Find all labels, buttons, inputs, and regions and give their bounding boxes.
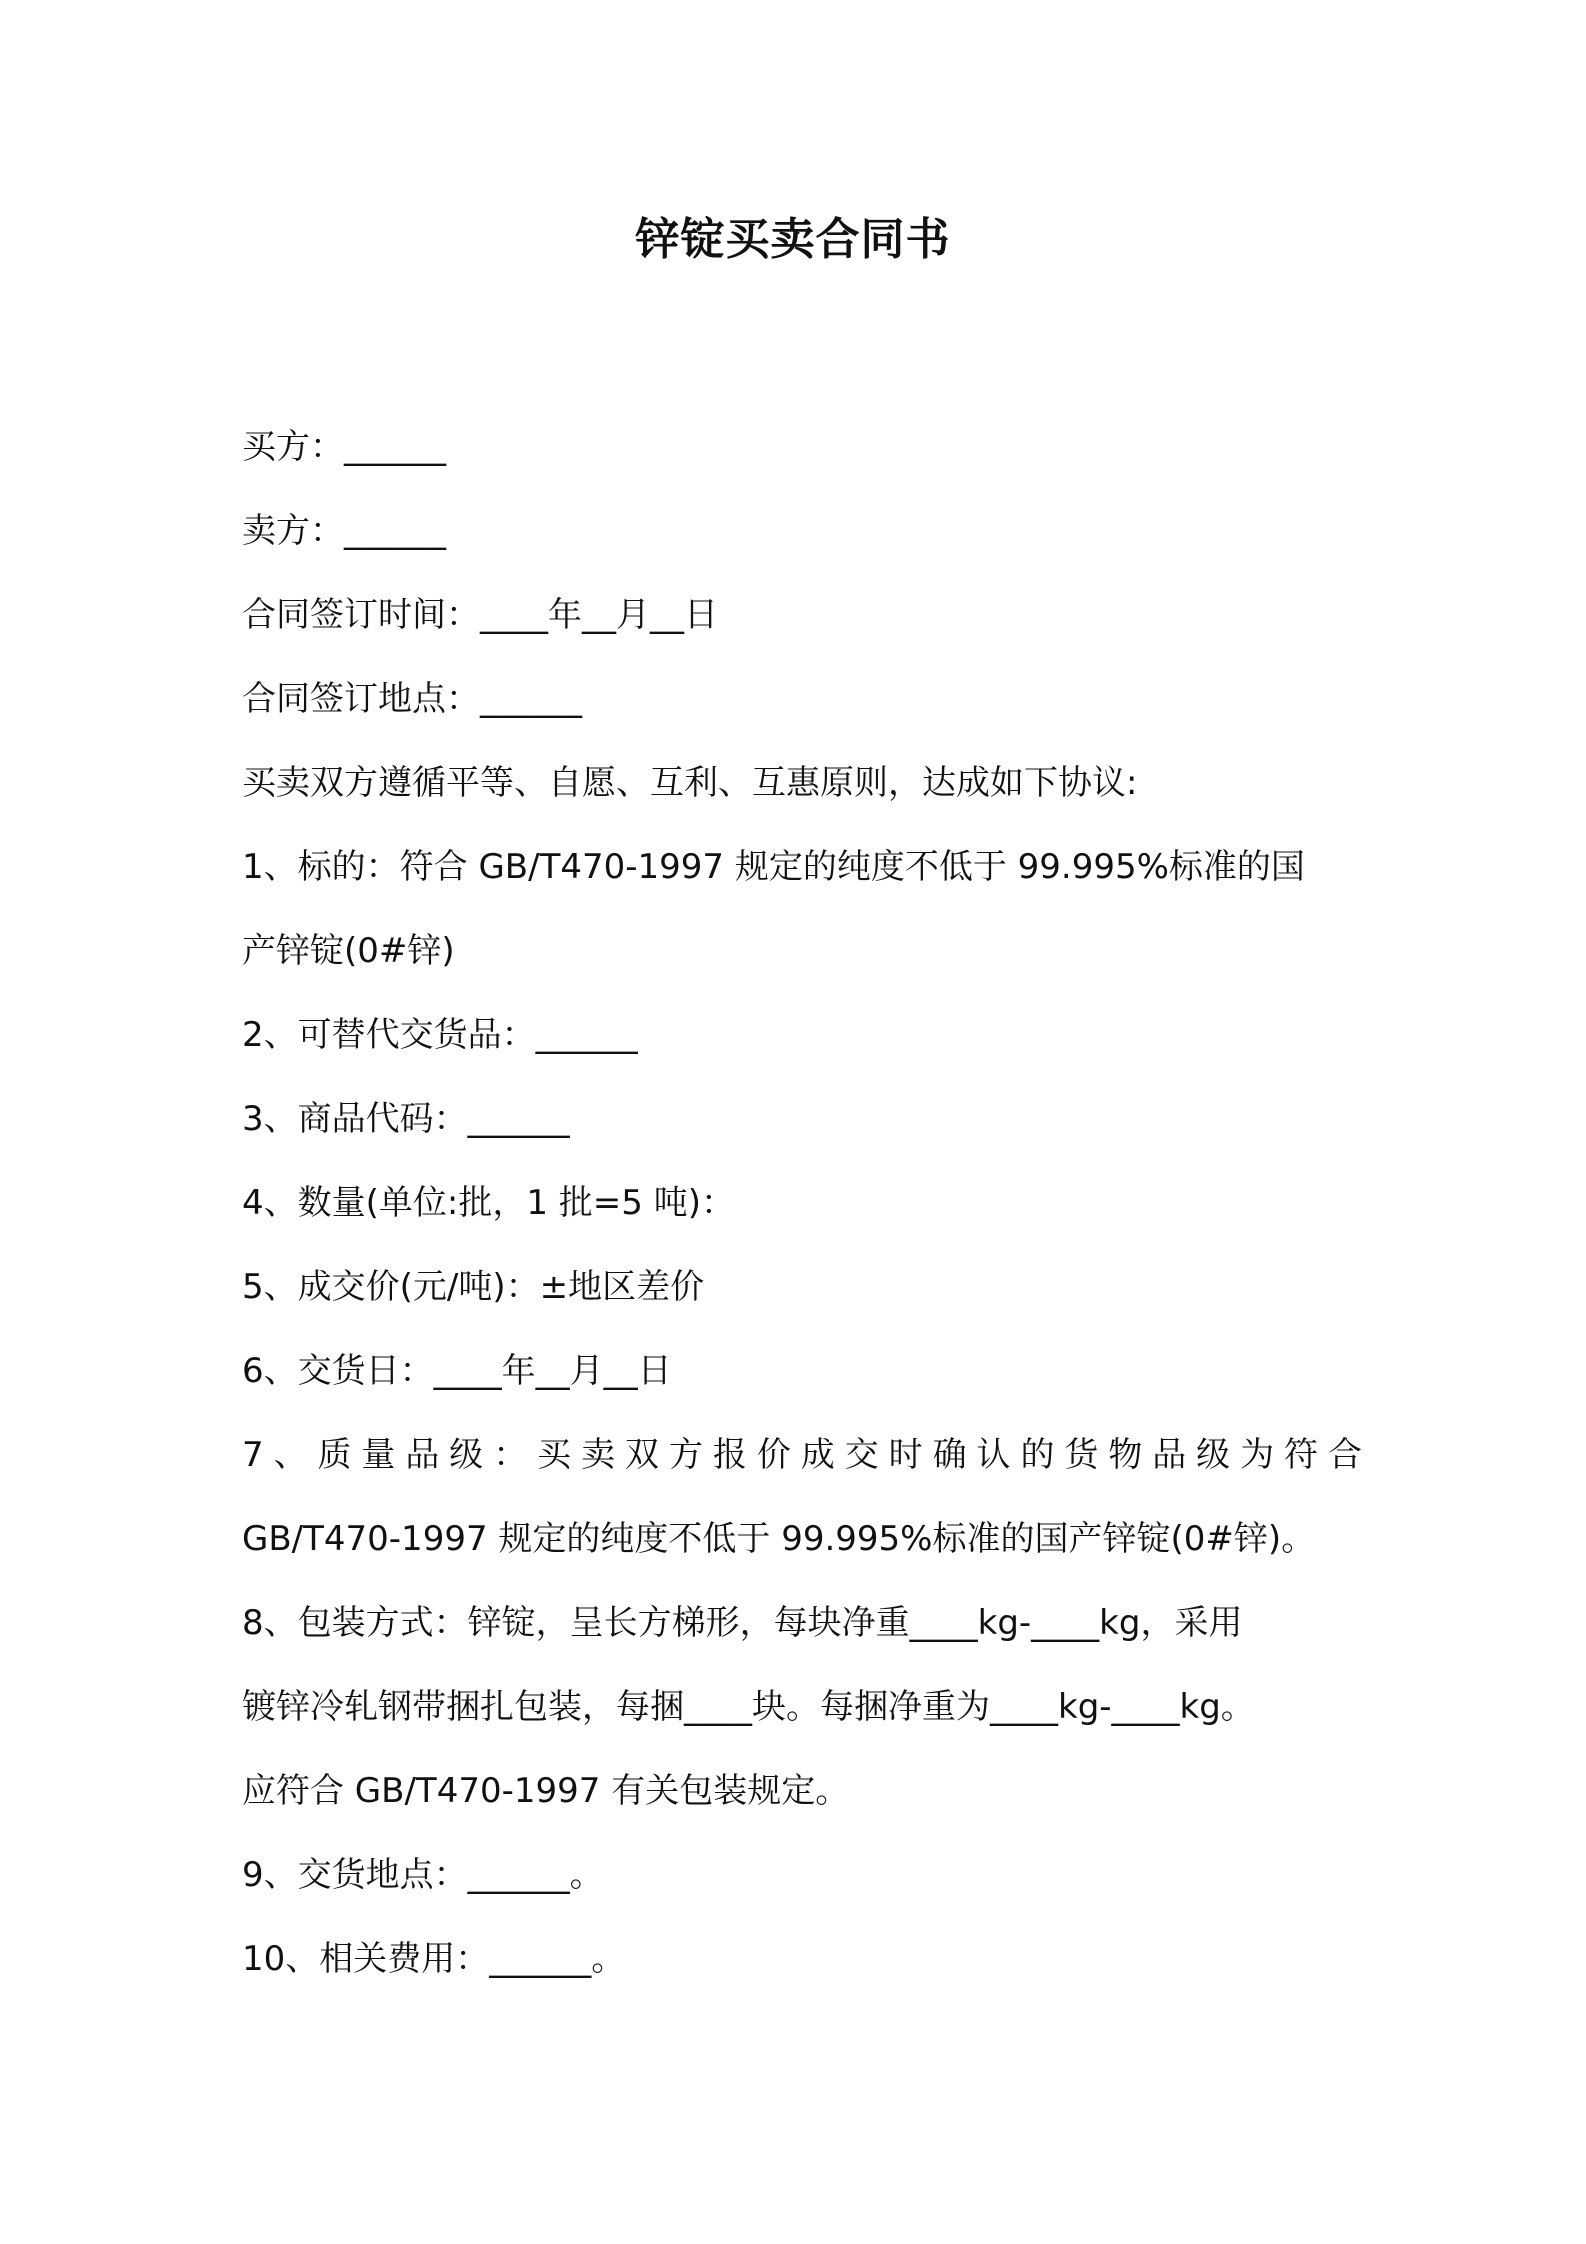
signing-date-line: 合同签订时间：____年__月__日 bbox=[242, 595, 718, 635]
clause-4-line: 4、数量(单位:批，1 批=5 吨)： bbox=[242, 1183, 735, 1223]
clause-7-line-1: 7、质量品级：买卖双方报价成交时确认的货物品级为符合 bbox=[242, 1435, 1362, 1475]
clause-2-line: 2、可替代交货品：______ bbox=[242, 1015, 638, 1055]
clause-8-line-1: 8、包装方式：锌锭，呈长方梯形，每块净重____kg-____kg，采用 bbox=[242, 1603, 1243, 1643]
contract-body bbox=[242, 405, 1362, 2001]
clause-1-line-1: 1、标的：符合 GB/T470-1997 规定的纯度不低于 99.995%标准的国 bbox=[242, 847, 1305, 887]
clause-5-line: 5、成交价(元/吨)：±地区差价 bbox=[242, 1267, 705, 1307]
seller-line: 卖方：______ bbox=[242, 511, 446, 551]
document-title: 锌锭买卖合同书 bbox=[635, 214, 951, 265]
agreement-intro-line: 买卖双方遵循平等、自愿、互利、互惠原则，达成如下协议: bbox=[242, 763, 1138, 803]
clause-7-line-2: GB/T470-1997 规定的纯度不低于 99.995%标准的国产锌锭(0#锌)。 bbox=[242, 1519, 1316, 1559]
clause-6-line: 6、交货日：____年__月__日 bbox=[242, 1351, 672, 1391]
clause-1-line-2: 产锌锭(0#锌) bbox=[242, 931, 455, 971]
clause-9-line: 9、交货地点：______。 bbox=[242, 1855, 604, 1895]
clause-8-line-2: 镀锌冷轧钢带捆扎包装，每捆____块。每捆净重为____kg-____kg。 bbox=[242, 1687, 1255, 1727]
signing-place-line: 合同签订地点：______ bbox=[242, 679, 582, 719]
clause-10-line: 10、相关费用：______。 bbox=[242, 1939, 626, 1979]
clause-8-line-3: 应符合 GB/T470-1997 有关包装规定。 bbox=[242, 1771, 850, 1811]
clause-3-line: 3、商品代码：______ bbox=[242, 1099, 570, 1139]
buyer-line: 买方：______ bbox=[242, 427, 446, 467]
